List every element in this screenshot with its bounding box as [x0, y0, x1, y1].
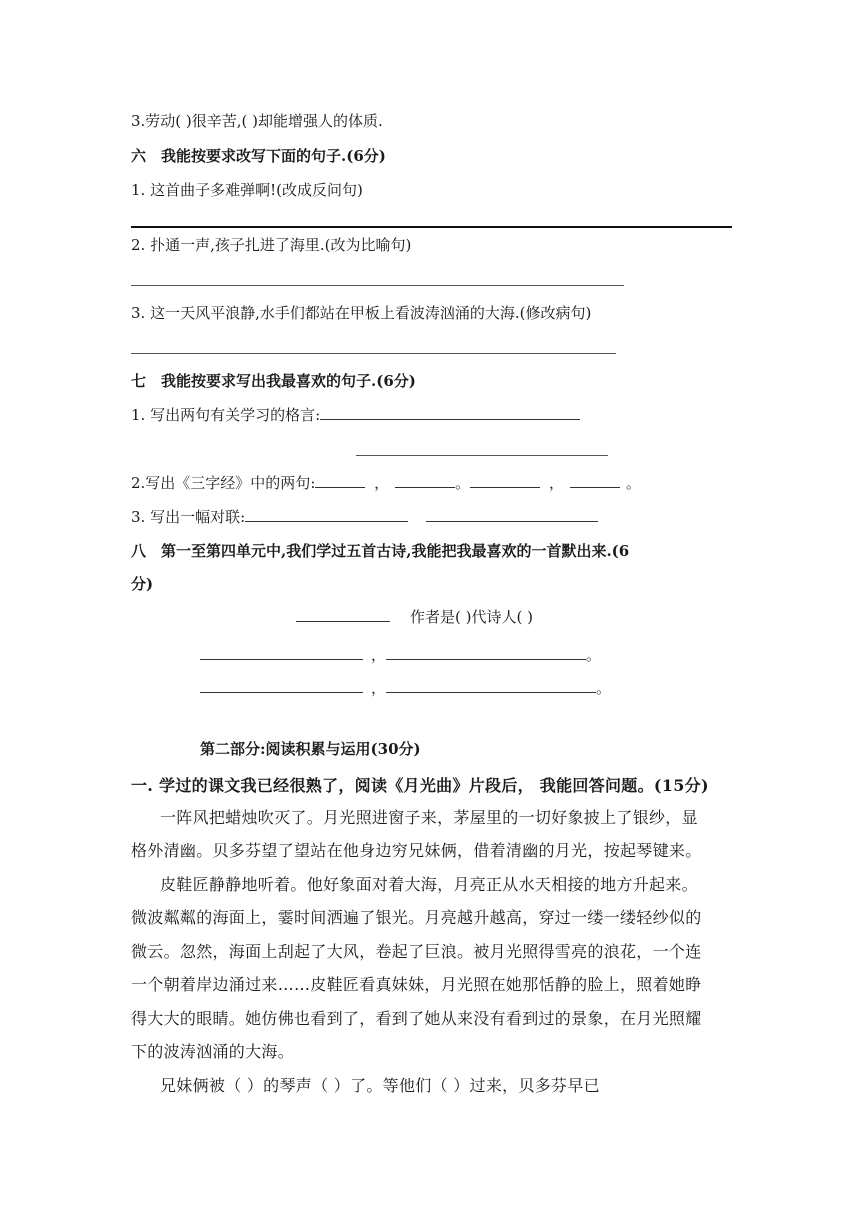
poem-comma-2: ，	[371, 679, 387, 697]
answer-line-sec6-2[interactable]	[131, 285, 624, 286]
passage-p2-line4: 一个朝着岸边涌过来……皮鞋匠看真妹妹，月光照在她那恬静的脸上，照着她睁	[131, 975, 702, 994]
answer-line-sec6-3[interactable]	[131, 353, 616, 354]
sec6-item3: 3. 这一天风平浪静,水手们都站在甲板上看波涛汹涌的大海.(修改病句)	[131, 304, 592, 322]
section-7-title: 七 我能按要求写出我最喜欢的句子.(6分)	[131, 372, 416, 390]
sec7-item3-label: 3. 写出一幅对联:	[131, 508, 246, 526]
poem-author-text: 作者是( )代诗人( )	[410, 608, 533, 626]
poem-blank-2[interactable]	[386, 644, 586, 660]
passage-p2-line1: 皮鞋匠静静地听着。他好象面对着大海，月亮正从水天相接的地方升起来。	[160, 875, 698, 894]
sanzijing-blank-1[interactable]	[315, 472, 365, 488]
part2-q1: 一. 学过的课文我已经很熟了，阅读《月光曲》片段后， 我能回答问题。(15分)	[131, 776, 709, 795]
sec7-item1	[131, 404, 580, 426]
couplet-blank-2[interactable]	[426, 506, 598, 522]
sec6-item2: 2. 扑通一声,孩子扎进了海里.(改为比喻句)	[131, 236, 412, 254]
passage-p3-line1: 兄妹俩被（ ）的琴声（ ）了。等他们（ ）过来，贝多芬早已	[160, 1076, 600, 1095]
passage-p2-line2: 微波粼粼的海面上，霎时间洒遍了银光。月亮越升越高，穿过一缕一缕轻纱似的	[131, 908, 702, 927]
section-8-title-line2: 分)	[131, 575, 154, 593]
sanzijing-blank-3[interactable]	[470, 472, 540, 488]
poem-title-blank[interactable]	[296, 606, 390, 622]
sec7-item1-label: 1. 写出两句有关学习的格言:	[131, 406, 321, 424]
poem-blank-4[interactable]	[386, 677, 596, 693]
poem-line-2	[200, 677, 611, 699]
poem-period-2: 。	[596, 679, 612, 697]
sep-period-1: 。	[455, 474, 471, 492]
couplet-blank-1[interactable]	[245, 506, 408, 522]
maxim-blank-1[interactable]	[320, 404, 580, 420]
poem-period-1: 。	[586, 646, 602, 664]
poem-line-1	[200, 644, 601, 666]
section-8-title-line1: 八 第一至第四单元中,我们学过五首古诗,我能把我最喜欢的一首默出来.(6	[131, 542, 630, 560]
maxim-blank-2[interactable]	[356, 455, 608, 456]
answer-line-sec6-1[interactable]	[131, 226, 732, 228]
sanzijing-blank-2[interactable]	[395, 472, 455, 488]
sec7-item3	[131, 506, 598, 528]
sec6-item1: 1. 这首曲子多难弹啊!(改成反问句)	[131, 181, 363, 199]
passage-p2-line6: 下的波涛汹涌的大海。	[131, 1042, 295, 1061]
passage-p1-line1: 一阵风把蜡烛吹灭了。月光照进窗子来，茅屋里的一切好象披上了银纱，显	[160, 808, 698, 827]
poem-comma-1: ，	[371, 646, 387, 664]
poem-title-row	[296, 606, 533, 628]
q5-item3: 3.劳动( )很辛苦,( )却能增强人的体质.	[131, 112, 383, 130]
poem-blank-1[interactable]	[200, 644, 363, 660]
section-6-title: 六 我能按要求改写下面的句子.(6分)	[131, 147, 386, 165]
sanzijing-blank-4[interactable]	[570, 472, 620, 488]
sep-period-2: 。	[625, 474, 641, 492]
passage-p1-line2: 格外清幽。贝多芬望了望站在他身边穷兄妹俩，借着清幽的月光，按起琴键来。	[131, 841, 702, 860]
part2-heading: 第二部分:阅读积累与运用(30分)	[200, 740, 421, 758]
passage-p2-line3: 微云。忽然，海面上刮起了大风，卷起了巨浪。被月光照得雪亮的浪花，一个连	[131, 942, 702, 961]
sec7-item2-label: 2.写出《三字经》中的两句:	[131, 474, 316, 492]
poem-blank-3[interactable]	[200, 677, 363, 693]
passage-p2-line5: 得大大的眼睛。她仿佛也看到了，看到了她从来没有看到过的景象，在月光照耀	[131, 1009, 702, 1028]
sep-comma-1: ，	[374, 474, 390, 492]
sep-comma-2: ，	[548, 474, 564, 492]
sec7-item2	[131, 472, 641, 494]
